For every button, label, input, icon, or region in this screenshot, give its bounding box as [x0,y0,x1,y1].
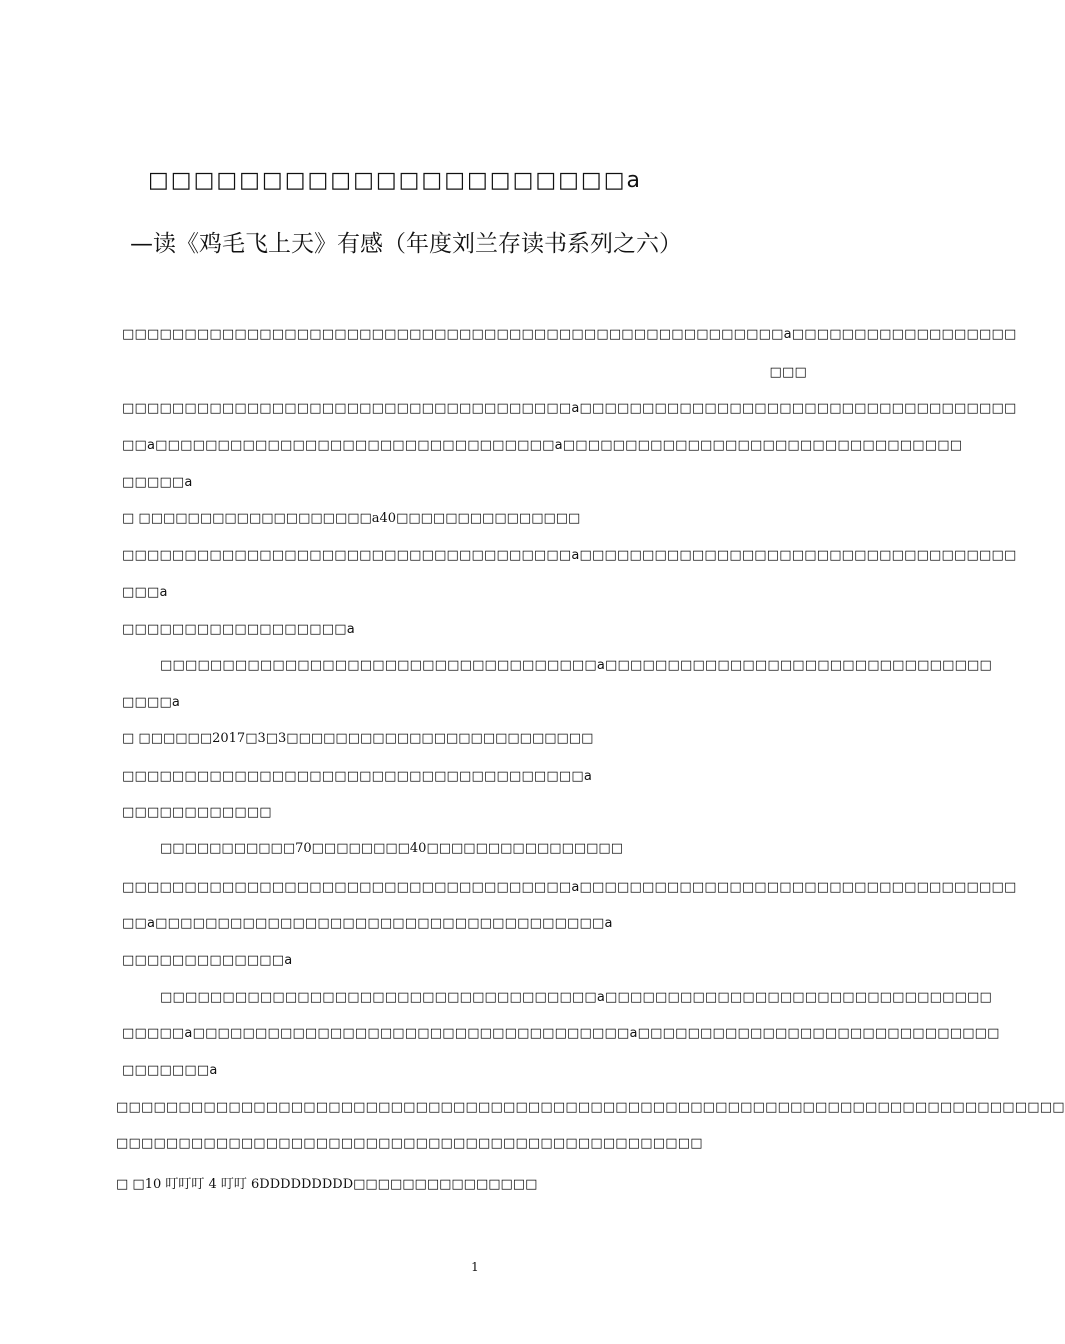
body-line: □□□□□□□a [122,1063,218,1078]
body-line: □□□□□□□□□□□□□□□□□□□□□□□□□□□□□□□□□□□□a□□□□□□□□□□□□□□□□□□□□□□□□□□□□□□□□□□□ [122,548,1017,563]
body-line: □□□□□a [122,475,193,490]
body-line: □□a□□□□□□□□□□□□□□□□□□□□□□□□□□□□□□□□□□□□a [122,916,613,931]
body-line: □ □□□□□□□□□□□□□□□□□□□a40□□□□□□□□□□□□□□□ [122,511,581,526]
body-line: □□□ [769,365,807,380]
body-line: □□□□□□□□□□□□□□□□□□□□□□□□□□□□□□□□□□□a□□□□□□□□□□□□□□□□□□□□□□□□□□□□□□□ [160,658,993,673]
body-line: □□□□□□□□□□□□□a [122,953,293,968]
body-line: □□□□□□□□□□□□□□□□□□□□□□□□□□□□□□□□□□□□□□□□□□□□□□□ [116,1136,703,1151]
body-line: □□□□□□□□□□□□□□□□□□a [122,622,355,637]
title-line-1: □□□□□□□□□□□□□□□□□□□□□a [148,168,642,193]
body-line: □□□□a [122,695,181,710]
body-line: □□□□□□□□□□□□□□□□□□□□□□□□□□□□□□□□□□□a□□□□□□□□□□□□□□□□□□□□□□□□□□□□□□□ [160,990,993,1005]
body-line: □□□□□□□□□□□□□□□□□□□□□□□□□□□□□□□□□□□□a□□□□□□□□□□□□□□□□□□□□□□□□□□□□□□□□□□□ [122,880,1017,895]
title-line-2: —读《鸡毛飞上天》有感（年度刘兰存读书系列之六） [130,231,682,257]
body-line: □ □□□□□□2017□3□3□□□□□□□□□□□□□□□□□□□□□□□□□ [122,731,594,746]
body-line: □ □10 叮叮叮 4 叮叮 6DDDDDDDDD□□□□□□□□□□□□□□□ [116,1177,538,1192]
body-line: □□□□□□□□□□□□□□□□□□□□□□□□□□□□□□□□□□□□□a [122,769,593,784]
body-line: □□□□□a□□□□□□□□□□□□□□□□□□□□□□□□□□□□□□□□□□□a□□□□□□□□□□□□□□□□□□□□□□□□□□□□□ [122,1026,1000,1041]
body-line: □□□a [122,585,168,600]
body-line: □□□□□□□□□□□□□□□□□□□□□□□□□□□□□□□□□□□□a□□□□□□□□□□□□□□□□□□□□□□□□□□□□□□□□□□□ [122,401,1017,416]
body-line: □□□□□□□□□□□70□□□□□□□□40□□□□□□□□□□□□□□□□ [160,841,623,856]
page-number: 1 [471,1260,479,1274]
body-line: □□□□□□□□□□□□□□□□□□□□□□□□□□□□□□□□□□□□□□□□□□□□□□□□□□□□□a□□□□□□□□□□□□□□□□□□ [122,327,1017,342]
body-line: □□a□□□□□□□□□□□□□□□□□□□□□□□□□□□□□□□□a□□□□□□□□□□□□□□□□□□□□□□□□□□□□□□□□ [122,438,963,453]
body-line: □□□□□□□□□□□□ [122,805,272,820]
body-line: □□□□□□□□□□□□□□□□□□□□□□□□□□□□□□□□□□□□□□□□□□□□□□□□□□□□□□□□□□□□□□□□□□□□□□□□□□□□ [116,1100,1065,1115]
